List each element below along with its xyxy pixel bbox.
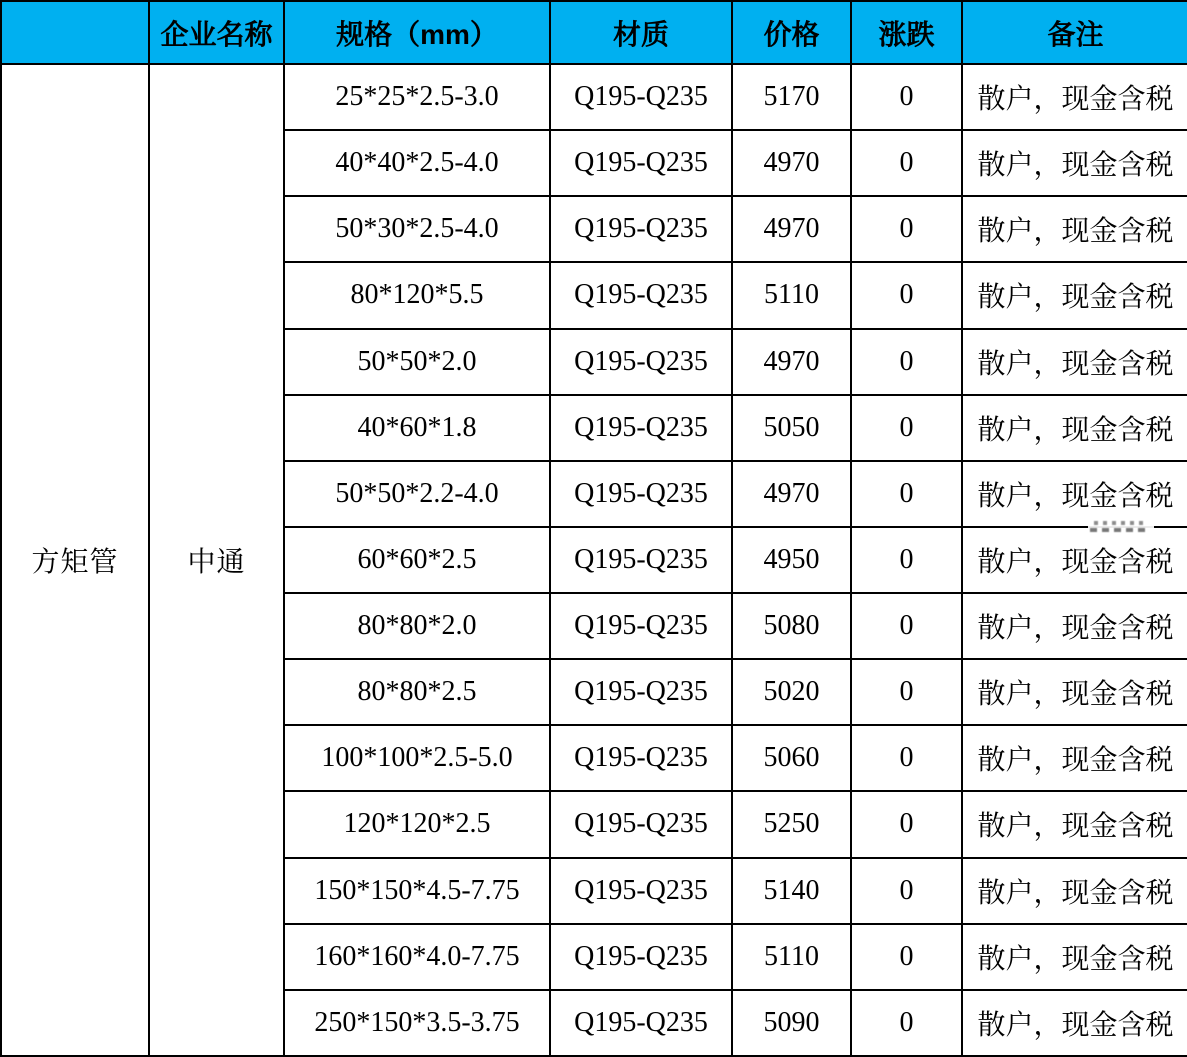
- price-cell: 5110: [732, 924, 851, 990]
- material-cell: Q195-Q235: [550, 130, 732, 196]
- material-cell: Q195-Q235: [550, 791, 732, 857]
- material-cell: Q195-Q235: [550, 659, 732, 725]
- change-cell: 0: [851, 395, 962, 461]
- price-cell: 5110: [732, 262, 851, 328]
- material-cell: Q195-Q235: [550, 395, 732, 461]
- spec-cell: 25*25*2.5-3.0: [284, 64, 550, 130]
- material-cell: Q195-Q235: [550, 329, 732, 395]
- price-cell: 5080: [732, 593, 851, 659]
- change-cell: 0: [851, 725, 962, 791]
- col-header-material: 材质: [550, 1, 732, 64]
- remark-cell: 散户，现金含税: [962, 527, 1187, 593]
- remark-cell: 散户，现金含税: [962, 725, 1187, 791]
- remark-cell: 散户，现金含税: [962, 858, 1187, 924]
- change-cell: 0: [851, 64, 962, 130]
- change-cell: 0: [851, 461, 962, 527]
- spec-cell: 80*80*2.5: [284, 659, 550, 725]
- spec-cell: 60*60*2.5: [284, 527, 550, 593]
- remark-cell: 散户，现金含税: [962, 593, 1187, 659]
- material-cell: Q195-Q235: [550, 593, 732, 659]
- table-body: [1, 64, 1187, 1056]
- spec-cell: 120*120*2.5: [284, 791, 550, 857]
- spec-cell: 150*150*4.5-7.75: [284, 858, 550, 924]
- price-cell: 5050: [732, 395, 851, 461]
- spec-cell: 160*160*4.0-7.75: [284, 924, 550, 990]
- col-header-category: [1, 1, 149, 64]
- material-cell: Q195-Q235: [550, 725, 732, 791]
- remark-cell: 散户，现金含税: [962, 329, 1187, 395]
- change-cell: 0: [851, 196, 962, 262]
- price-cell: 4970: [732, 329, 851, 395]
- spec-cell: 40*40*2.5-4.0: [284, 130, 550, 196]
- price-cell: 5020: [732, 659, 851, 725]
- price-cell: 4970: [732, 196, 851, 262]
- change-cell: 0: [851, 329, 962, 395]
- change-cell: 0: [851, 858, 962, 924]
- spec-cell: 250*150*3.5-3.75: [284, 990, 550, 1056]
- remark-cell: 散户，现金含税: [962, 262, 1187, 328]
- price-cell: 5250: [732, 791, 851, 857]
- spec-cell: 80*80*2.0: [284, 593, 550, 659]
- table-row: [1, 64, 1187, 130]
- col-header-spec: 规格（mm）: [284, 1, 550, 64]
- spec-cell: 50*50*2.0: [284, 329, 550, 395]
- material-cell: Q195-Q235: [550, 858, 732, 924]
- remark-cell: 散户，现金含税: [962, 130, 1187, 196]
- change-cell: 0: [851, 593, 962, 659]
- material-cell: Q195-Q235: [550, 990, 732, 1056]
- change-cell: 0: [851, 990, 962, 1056]
- price-cell: 5060: [732, 725, 851, 791]
- price-cell: 5170: [732, 64, 851, 130]
- remark-cell: 散户，现金含税: [962, 990, 1187, 1056]
- change-cell: 0: [851, 924, 962, 990]
- remark-cell: 散户，现金含税: [962, 924, 1187, 990]
- spec-cell: 40*60*1.8: [284, 395, 550, 461]
- company-cell: 中通: [149, 64, 284, 1056]
- col-header-price: 价格: [732, 1, 851, 64]
- material-cell: Q195-Q235: [550, 262, 732, 328]
- spec-cell: 50*50*2.2-4.0: [284, 461, 550, 527]
- remark-cell: 散户，现金含税: [962, 395, 1187, 461]
- spec-cell: 80*120*5.5: [284, 262, 550, 328]
- price-cell: 5090: [732, 990, 851, 1056]
- remark-cell: 散户，现金含税: [962, 461, 1187, 527]
- remark-cell: 散户，现金含税: [962, 64, 1187, 130]
- price-cell: 4970: [732, 461, 851, 527]
- change-cell: 0: [851, 791, 962, 857]
- category-cell: 方矩管: [1, 64, 149, 1056]
- spec-cell: 100*100*2.5-5.0: [284, 725, 550, 791]
- change-cell: 0: [851, 130, 962, 196]
- table-header: [1, 1, 1187, 64]
- price-cell: 4970: [732, 130, 851, 196]
- col-header-change: 涨跌: [851, 1, 962, 64]
- change-cell: 0: [851, 527, 962, 593]
- col-header-remark: 备注: [962, 1, 1187, 64]
- material-cell: Q195-Q235: [550, 924, 732, 990]
- change-cell: 0: [851, 659, 962, 725]
- price-cell: 5140: [732, 858, 851, 924]
- remark-cell: 散户，现金含税: [962, 791, 1187, 857]
- remark-cell: 散户，现金含税: [962, 196, 1187, 262]
- price-cell: 4950: [732, 527, 851, 593]
- col-header-company: 企业名称: [149, 1, 284, 64]
- change-cell: 0: [851, 262, 962, 328]
- header-row: [1, 1, 1187, 64]
- material-cell: Q195-Q235: [550, 64, 732, 130]
- remark-cell: 散户，现金含税: [962, 659, 1187, 725]
- material-cell: Q195-Q235: [550, 527, 732, 593]
- material-cell: Q195-Q235: [550, 196, 732, 262]
- spec-cell: 50*30*2.5-4.0: [284, 196, 550, 262]
- material-cell: Q195-Q235: [550, 461, 732, 527]
